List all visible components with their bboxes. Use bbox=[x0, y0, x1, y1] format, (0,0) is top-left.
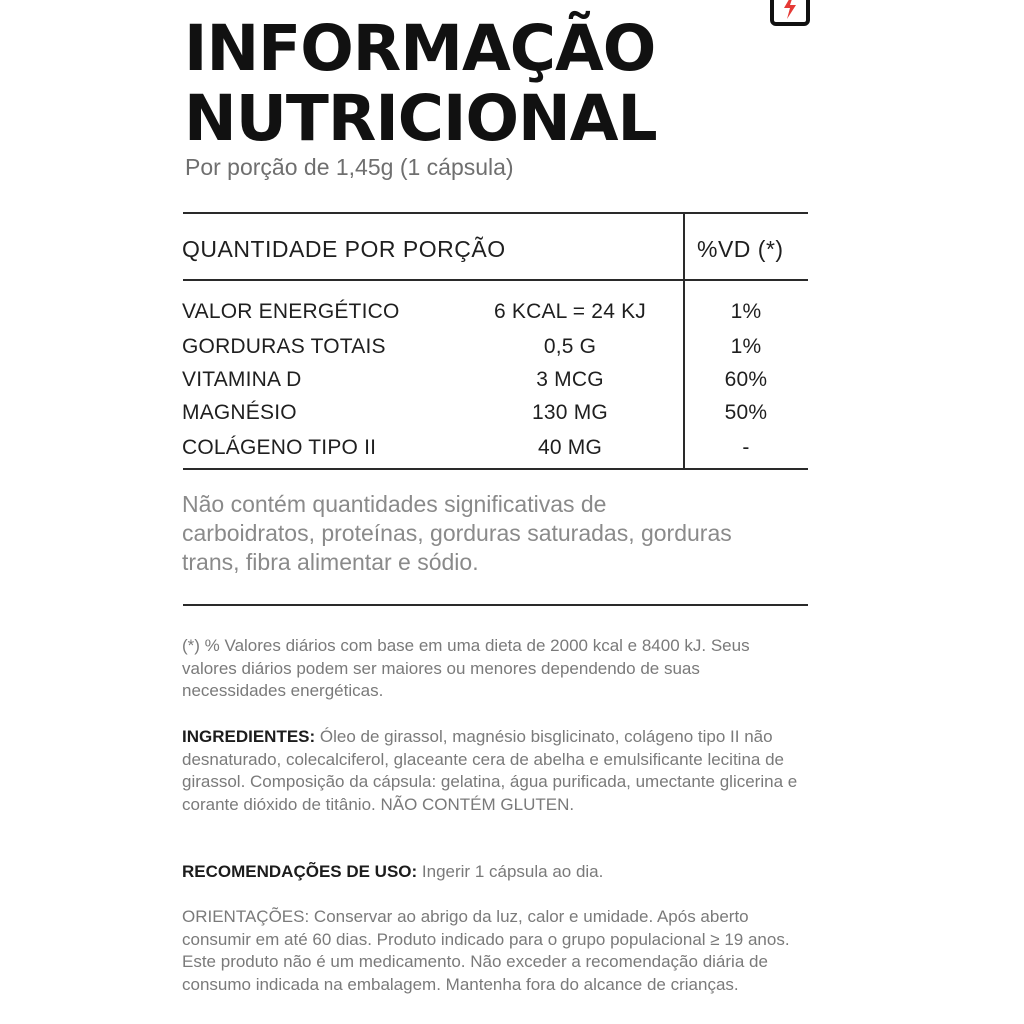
row-amount: 40 MG bbox=[537, 436, 603, 459]
row-vd: 60% bbox=[724, 368, 768, 391]
battery-lightning-icon bbox=[770, 0, 810, 26]
section-rule bbox=[183, 604, 808, 606]
page-title bbox=[184, 14, 657, 154]
header-vd: %VD (*) bbox=[697, 236, 784, 262]
row-amount: 6 KCAL = 24 KJ bbox=[493, 300, 647, 323]
not-significant-notice: Não contém quantidades significativas de carboidratos, proteínas, gorduras saturadas, gorduras trans, fibra alimentar e sódio. bbox=[182, 491, 732, 575]
row-vd: 1% bbox=[730, 300, 762, 323]
row-vd: 50% bbox=[724, 401, 768, 424]
ingredients-section bbox=[182, 726, 807, 816]
usage-text: Ingerir 1 cápsula ao dia. bbox=[417, 862, 604, 881]
row-name: GORDURAS TOTAIS bbox=[182, 335, 386, 358]
row-name: VITAMINA D bbox=[182, 368, 302, 391]
header-quantity: QUANTIDADE POR PORÇÃO bbox=[182, 236, 506, 262]
title-line-2: NUTRICIONAL bbox=[184, 82, 657, 155]
row-name: VALOR ENERGÉTICO bbox=[182, 300, 400, 323]
table-top-rule bbox=[183, 212, 808, 214]
table-header-rule bbox=[183, 279, 808, 281]
ingredients-label: INGREDIENTES: bbox=[182, 727, 316, 746]
row-amount: 0,5 G bbox=[543, 335, 597, 358]
row-vd: - bbox=[742, 436, 750, 459]
title-line-1: INFORMAÇÃO bbox=[184, 12, 656, 85]
row-name: COLÁGENO TIPO II bbox=[182, 436, 377, 459]
ingredients-text: Óleo de girassol, magnésio bisglicinato, colágeno tipo II não desnaturado, colecalciferol, glaceante cera de abelha e emulsificante lecitina de girassol. Composição da cápsula: gelatina, água purificada, umectante glicerina e corante dióxido de titânio. NÃO CONTÉM GLUTEN. bbox=[182, 727, 798, 814]
table-bottom-rule bbox=[183, 468, 808, 470]
row-amount: 130 MG bbox=[532, 401, 608, 424]
row-name: MAGNÉSIO bbox=[182, 401, 297, 424]
usage-label: RECOMENDAÇÕES DE USO: bbox=[182, 862, 418, 881]
serving-size: Por porção de 1,45g (1 cápsula) bbox=[185, 154, 514, 180]
orientations-section: ORIENTAÇÕES: Conservar ao abrigo da luz, calor e umidade. Após aberto consumir em até 60 dias. Produto indicado para o grupo populacional ≥ 19 anos. Este produto não é um medicamento. Não exceder a recomendação diária de consumo indicada na embalagem. Mantenha fora do alcance de crianças. bbox=[182, 907, 790, 994]
row-amount: 3 MCG bbox=[536, 368, 604, 391]
daily-values-footnote: (*) % Valores diários com base em uma dieta de 2000 kcal e 8400 kJ. Seus valores diários podem ser maiores ou menores dependendo de suas necessidades energéticas. bbox=[182, 636, 750, 700]
usage-section bbox=[182, 861, 807, 884]
row-vd: 1% bbox=[730, 335, 762, 358]
